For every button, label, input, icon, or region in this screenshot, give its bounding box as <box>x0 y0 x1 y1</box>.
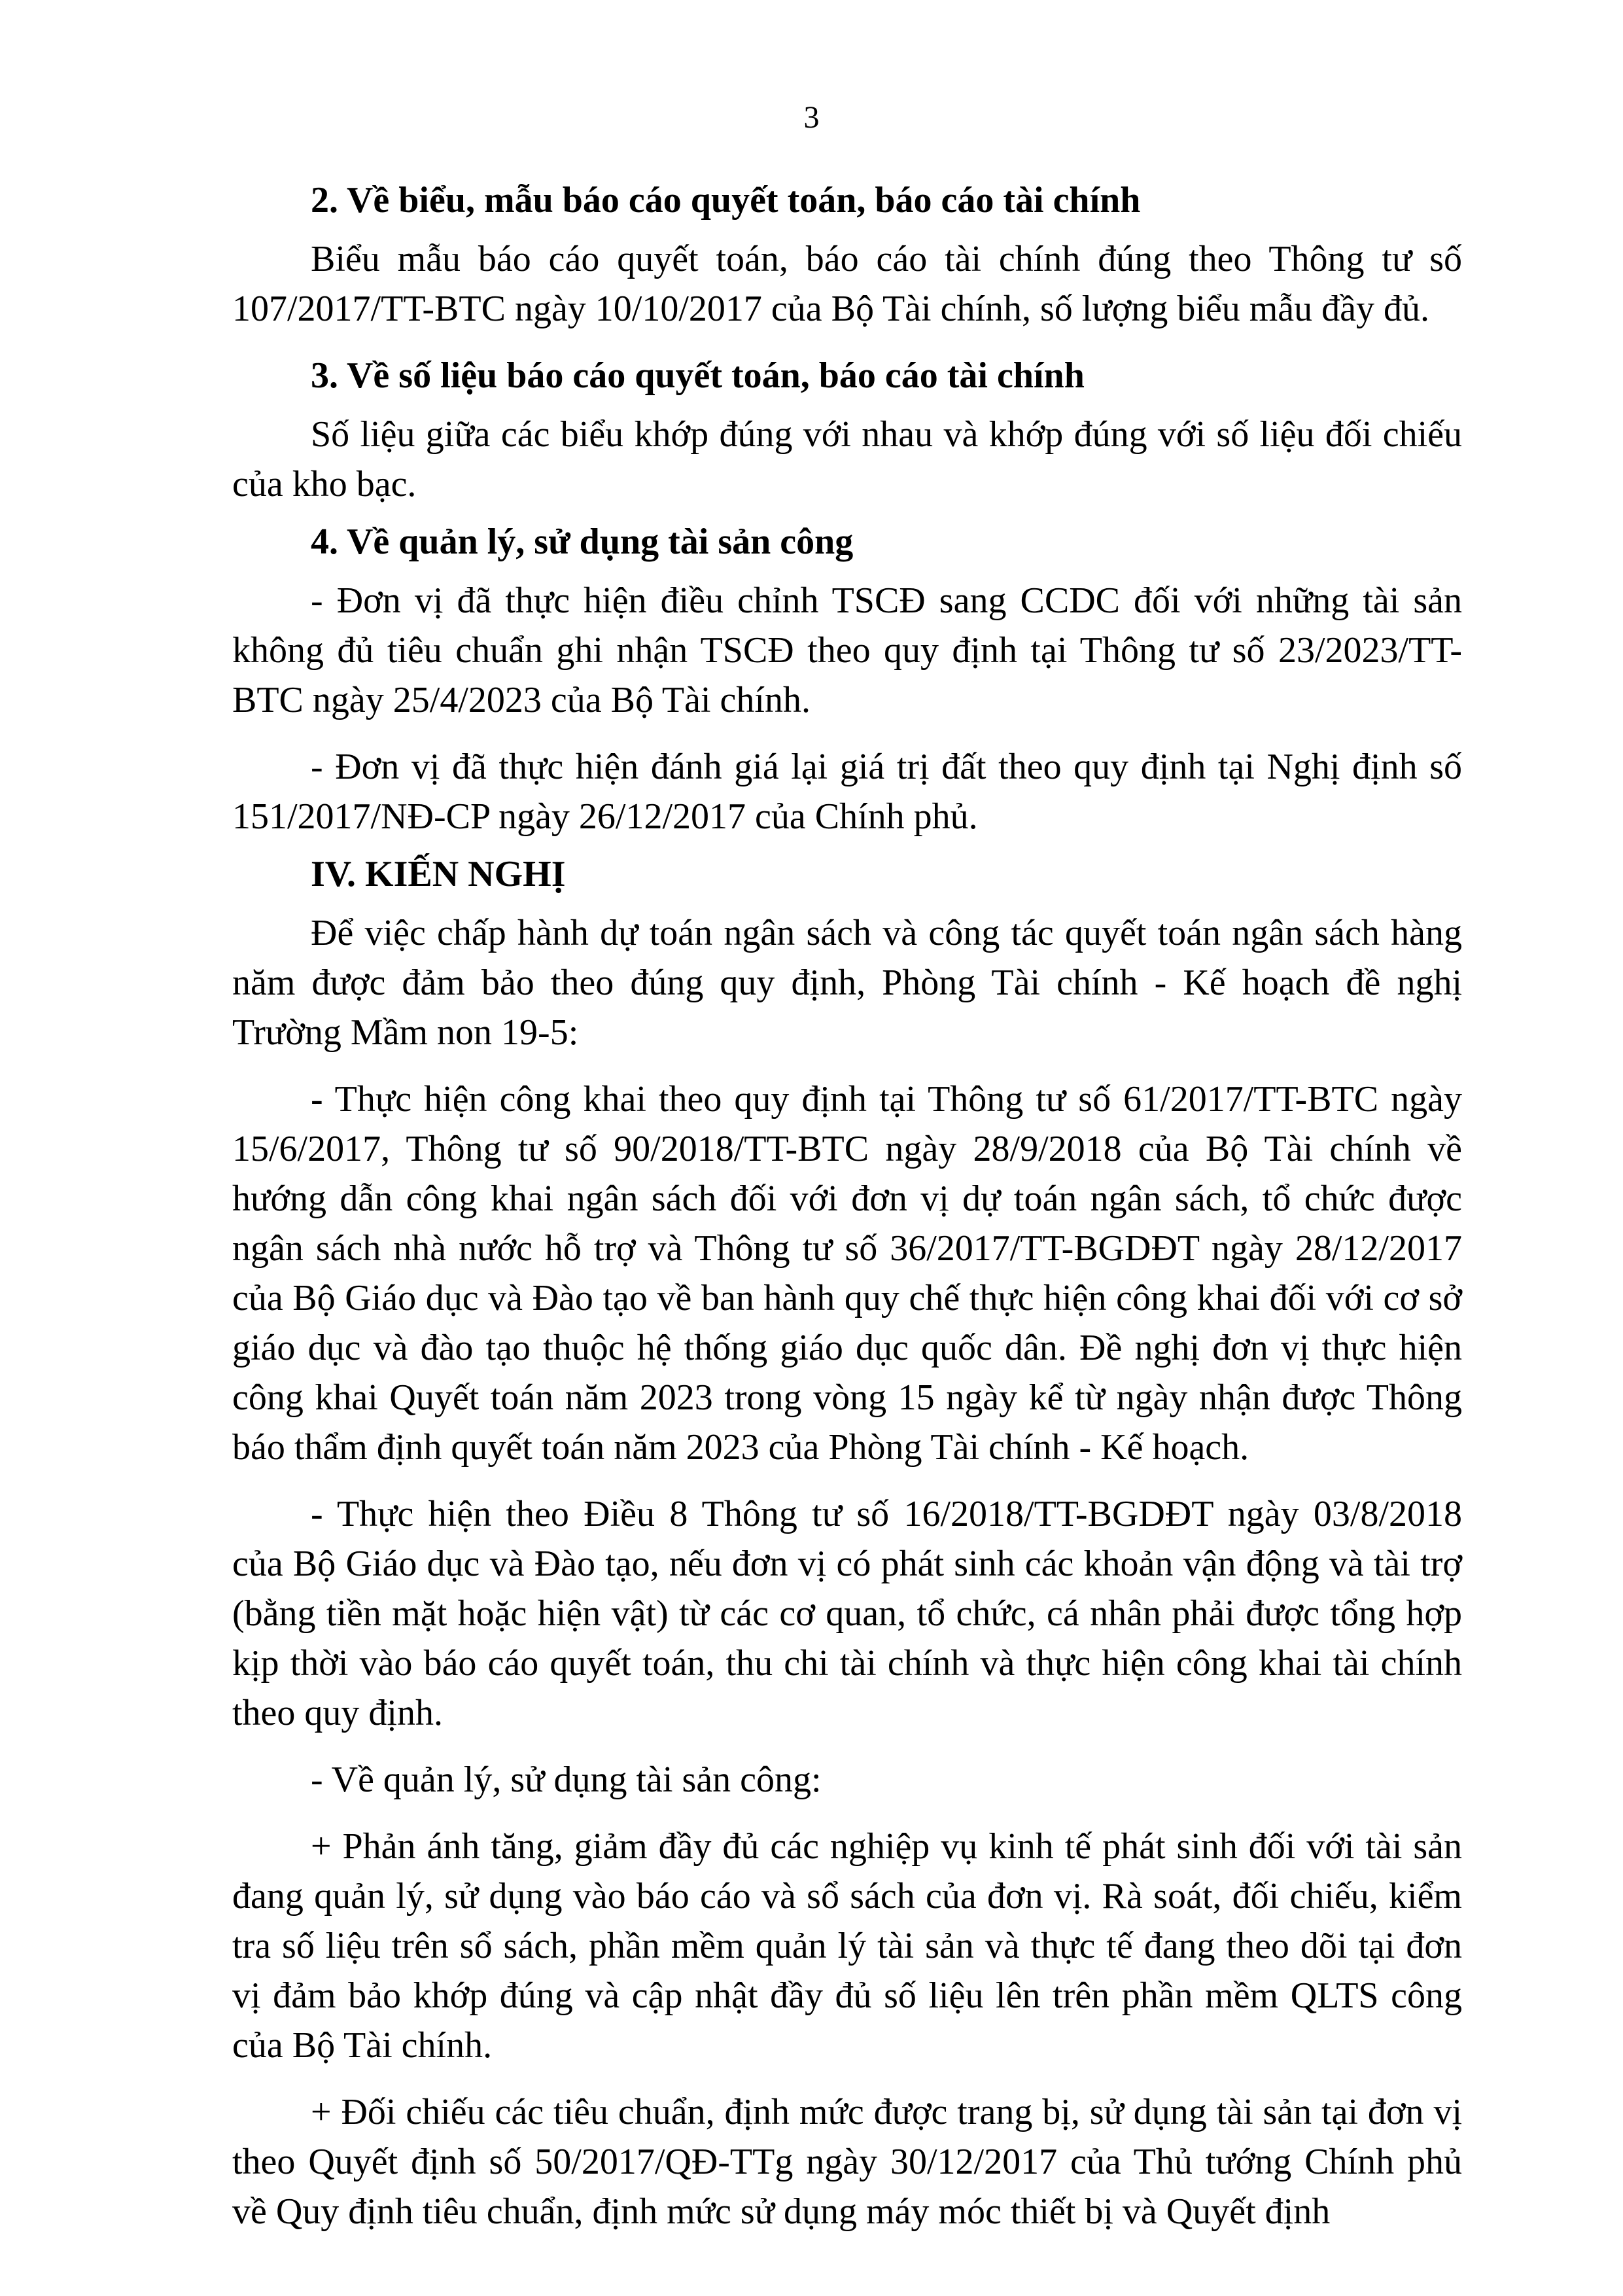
document-body <box>232 175 1462 2244</box>
section-iv-item-1: - Thực hiện công khai theo quy định tại Thông tư số 61/2017/TT-BTC ngày 15/6/2017, Thông tư số 90/2018/TT-BTC ngày 28/9/2018 của Bộ Tài chính về hướng dẫn công khai ngân sách đối với đơn vị dự toán ngân sách, tổ chức được ngân sách nhà nước hỗ trợ và Thông tư số 36/2017/TT-BGDĐT ngày 28/12/2017 của Bộ Giáo dục và Đào tạo về ban hành quy chế thực hiện công khai đối với cơ sở giáo dục và đào tạo thuộc hệ thống giáo dục quốc dân. Đề nghị đơn vị thực hiện công khai Quyết toán năm 2023 trong vòng 15 ngày kể từ ngày nhận được Thông báo thẩm định quyết toán năm 2023 của Phòng Tài chính - Kế hoạch. <box>232 1079 1462 1468</box>
page-number: 3 <box>803 100 820 135</box>
section-3-heading: 3. Về số liệu báo cáo quyết toán, báo cáo tài chính <box>311 355 1085 396</box>
section-3-paragraph: Số liệu giữa các biểu khớp đúng với nhau và khớp đúng với số liệu đối chiếu của kho bạc. <box>232 414 1462 504</box>
section-iv-item-2: - Thực hiện theo Điều 8 Thông tư số 16/2018/TT-BGDĐT ngày 03/8/2018 của Bộ Giáo dục và Đào tạo, nếu đơn vị có phát sinh các khoản vận động và tài trợ (bằng tiền mặt hoặc hiện vật) từ các cơ quan, tổ chức, cá nhân phải được tổng hợp kịp thời vào báo cáo quyết toán, thu chi tài chính và thực hiện công khai tài chính theo quy định. <box>232 1494 1462 1733</box>
section-iv-item-3-sub-2: + Đối chiếu các tiêu chuẩn, định mức được trang bị, sử dụng tài sản tại đơn vị theo Quyết định số 50/2017/QĐ-TTg ngày 30/12/2017 của Thủ tướng Chính phủ về Quy định tiêu chuẩn, định mức sử dụng máy móc thiết bị và Quyết định <box>232 2092 1462 2232</box>
section-4-item-1: - Đơn vị đã thực hiện điều chỉnh TSCĐ sang CCDC đối với những tài sản không đủ tiêu chuẩn ghi nhận TSCĐ theo quy định tại Thông tư số 23/2023/TT-BTC ngày 25/4/2023 của Bộ Tài chính. <box>232 580 1462 720</box>
section-4-item-2: - Đơn vị đã thực hiện đánh giá lại giá trị đất theo quy định tại Nghị định số 151/2017/NĐ-CP ngày 26/12/2017 của Chính phủ. <box>232 747 1462 837</box>
section-4-heading: 4. Về quản lý, sử dụng tài sản công <box>311 521 854 562</box>
section-iv-item-3-sub-1: + Phản ánh tăng, giảm đầy đủ các nghiệp vụ kinh tế phát sinh đối với tài sản đang quản lý, sử dụng vào báo cáo và sổ sách của đơn vị. Rà soát, đối chiếu, kiểm tra số liệu trên sổ sách, phần mềm quản lý tài sản và thực tế đang theo dõi tại đơn vị đảm bảo khớp đúng và cập nhật đầy đủ số liệu lên trên phần mềm QLTS công của Bộ Tài chính. <box>232 1826 1462 2066</box>
section-2-paragraph: Biểu mẫu báo cáo quyết toán, báo cáo tài chính đúng theo Thông tư số 107/2017/TT-BTC ngày 10/10/2017 của Bộ Tài chính, số lượng biểu mẫu đầy đủ. <box>232 239 1462 329</box>
section-iv-heading: IV. KIẾN NGHỊ <box>311 854 566 894</box>
section-2-heading: 2. Về biểu, mẫu báo cáo quyết toán, báo cáo tài chính <box>311 180 1141 221</box>
section-iv-intro: Để việc chấp hành dự toán ngân sách và công tác quyết toán ngân sách hàng năm được đảm bảo theo đúng quy định, Phòng Tài chính - Kế hoạch đề nghị Trường Mầm non 19-5: <box>232 913 1462 1053</box>
section-iv-item-3: - Về quản lý, sử dụng tài sản công: <box>311 1759 822 1800</box>
